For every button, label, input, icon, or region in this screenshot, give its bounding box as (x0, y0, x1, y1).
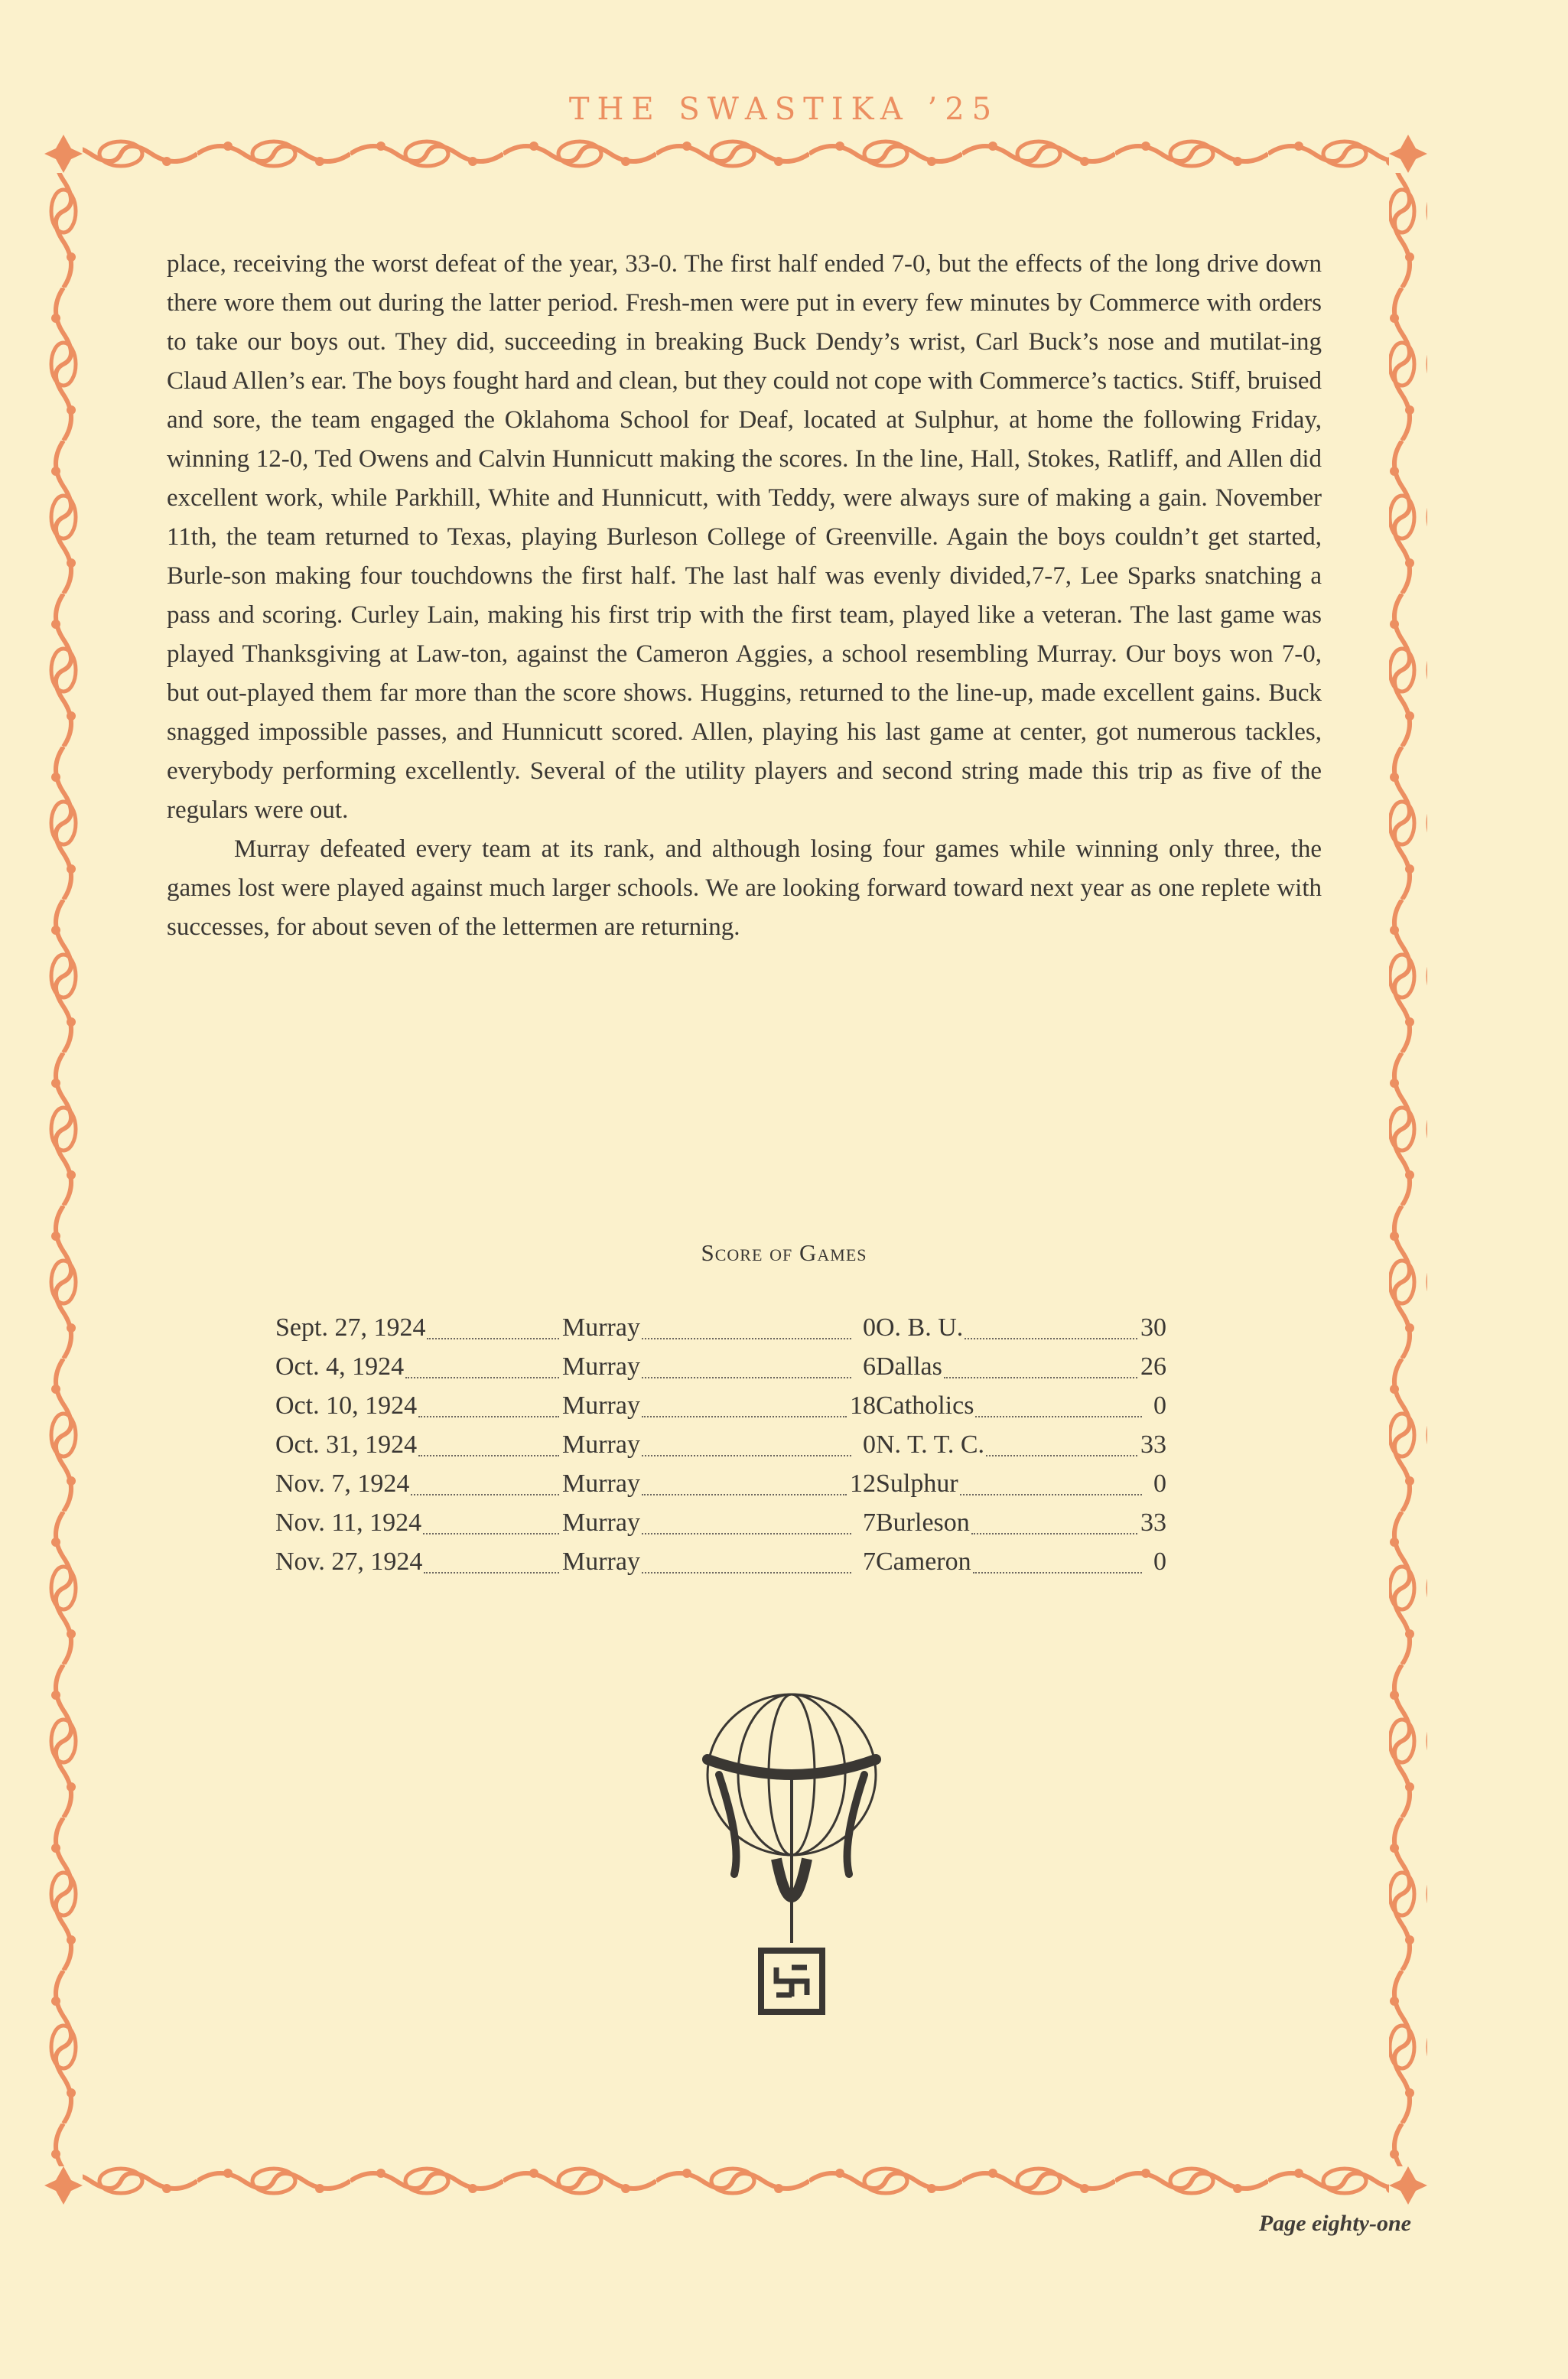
home-score: 7 (863, 1508, 876, 1537)
home-score: 18 (850, 1391, 876, 1420)
home-team: Murray (562, 1313, 640, 1342)
opponent-score: 0 (1153, 1391, 1166, 1420)
home-score: 7 (863, 1547, 876, 1576)
score-row (275, 1464, 1166, 1503)
game-date: Nov. 7, 1924 (275, 1469, 410, 1498)
game-date: Oct. 31, 1924 (275, 1430, 418, 1459)
opponent-cell (876, 1542, 1166, 1581)
leader-dots (423, 1533, 559, 1534)
leader-dots (986, 1455, 1137, 1456)
home-cell (562, 1308, 876, 1347)
home-team: Murray (562, 1508, 640, 1537)
opponent-cell (876, 1347, 1166, 1386)
game-date: Nov. 11, 1924 (275, 1508, 422, 1537)
leader-dots (642, 1533, 851, 1534)
leader-dots (642, 1572, 851, 1574)
running-title: THE SWASTIKA ’25 (568, 92, 1000, 127)
home-team: Murray (562, 1547, 640, 1576)
opponent-team: Dallas (876, 1352, 942, 1381)
home-team: Murray (562, 1352, 640, 1381)
home-cell (562, 1425, 876, 1464)
opponent-cell (876, 1425, 1166, 1464)
game-date: Oct. 10, 1924 (275, 1391, 418, 1420)
leader-dots (642, 1494, 847, 1495)
leader-dots (642, 1338, 851, 1339)
home-cell (562, 1386, 876, 1425)
score-row (275, 1425, 1166, 1464)
home-cell (562, 1464, 876, 1503)
score-table (275, 1308, 1166, 1581)
leader-dots (418, 1416, 559, 1417)
game-date-cell (275, 1347, 562, 1386)
game-date-cell (275, 1386, 562, 1425)
paragraph: Murray defeated every team at its rank, and although losing four games while winning only three, the games lost were played against much larger schools. We are looking forward toward next year as one replete with successes, for about seven of the lettermen are returning. (167, 835, 1322, 941)
paragraph: place, receiving the worst defeat of the year, 33-0. The first half ended 7-0, but the effects of the long drive down there wore them out during the latter period. Fresh-men were put in every few minutes by Commerce with orders to take our boys out. They did, succeeding in breaking Buck Dendy’s wrist, Carl Buck’s nose and mutilat-ing Claud Allen’s ear. The boys fought hard and clean, but they could not cope with Commerce’s tactics. Stiff, bruised and sore, the team engaged the Oklahoma School for Deaf, located at Sulphur, at home the following Friday, winning 12-0, Ted Owens and Calvin Hunnicutt making the scores. In the line, Hall, Stokes, Ratliff, and Allen did excellent work, while Parkhill, White and Hunnicutt, with Teddy, were always sure of making a gain. November 11th, the team returned to Texas, playing Burleson College of Greenville. Again the boys couldn’t get started, Burle-son making four touchdowns the first half. The last half was evenly divided,7-7, Lee Sparks snatching a pass and scoring. Curley Lain, making his first trip with the first team, played like a veteran. The last game was played Thanksgiving at Law-ton, against the Cameron Aggies, a school resembling Murray. Our boys won 7-0, but out-played them far more than the score shows. Huggins, returned to the line-up, made excellent gains. Buck snagged impossible passes, and Hunnicutt scored. Allen, playing his last game at center, got numerous tackles, everybody performing excellently. Several of the utility players and second string made this trip as five of the regulars were out. (167, 250, 1322, 824)
opponent-score: 33 (1140, 1430, 1166, 1459)
game-date: Nov. 27, 1924 (275, 1547, 423, 1576)
opponent-team: Cameron (876, 1547, 971, 1576)
home-score: 12 (850, 1469, 876, 1498)
leader-dots (960, 1494, 1142, 1495)
game-date: Oct. 4, 1924 (275, 1352, 405, 1381)
leader-dots (642, 1416, 847, 1417)
home-team: Murray (562, 1469, 640, 1498)
leader-dots (965, 1338, 1137, 1339)
score-row (275, 1308, 1166, 1347)
leader-dots (405, 1377, 559, 1378)
game-date-cell (275, 1425, 562, 1464)
page-number: Page eighty-one (1258, 2211, 1411, 2236)
home-team: Murray (562, 1430, 640, 1459)
opponent-cell (876, 1308, 1166, 1347)
opponent-cell (876, 1464, 1166, 1503)
opponent-score: 0 (1153, 1547, 1166, 1576)
opponent-cell (876, 1386, 1166, 1425)
leader-dots (944, 1377, 1137, 1378)
leader-dots (642, 1377, 851, 1378)
home-score: 6 (863, 1352, 876, 1381)
opponent-team: Sulphur (876, 1469, 958, 1498)
home-score: 0 (863, 1313, 876, 1342)
home-cell (562, 1542, 876, 1581)
garland-ornament-icon (665, 1691, 918, 2019)
leader-dots (411, 1494, 559, 1495)
game-date-cell (275, 1308, 562, 1347)
leader-dots (975, 1416, 1142, 1417)
garland-emblem (665, 1691, 918, 2019)
leader-dots (973, 1572, 1142, 1574)
leader-dots (642, 1455, 851, 1456)
game-date-cell (275, 1542, 562, 1581)
game-date-cell (275, 1464, 562, 1503)
home-team: Murray (562, 1391, 640, 1420)
opponent-score: 26 (1140, 1352, 1166, 1381)
score-row (275, 1386, 1166, 1425)
opponent-team: O. B. U. (876, 1313, 964, 1342)
leader-dots (418, 1455, 559, 1456)
score-row (275, 1542, 1166, 1581)
score-table-title: Score of Games (701, 1239, 867, 1266)
score-row (275, 1503, 1166, 1542)
opponent-score: 30 (1140, 1313, 1166, 1342)
opponent-score: 0 (1153, 1469, 1166, 1498)
article-body (167, 245, 1322, 947)
opponent-score: 33 (1140, 1508, 1166, 1537)
game-date-cell (275, 1503, 562, 1542)
leader-dots (971, 1533, 1137, 1534)
game-date: Sept. 27, 1924 (275, 1313, 426, 1342)
opponent-team: Catholics (876, 1391, 974, 1420)
home-score: 0 (863, 1430, 876, 1459)
leader-dots (427, 1338, 559, 1339)
home-cell (562, 1347, 876, 1386)
opponent-team: N. T. T. C. (876, 1430, 984, 1459)
opponent-team: Burleson (876, 1508, 970, 1537)
opponent-cell (876, 1503, 1166, 1542)
home-cell (562, 1503, 876, 1542)
leader-dots (424, 1572, 559, 1574)
boxed-emblem-icon (761, 1951, 822, 2012)
score-row (275, 1347, 1166, 1386)
